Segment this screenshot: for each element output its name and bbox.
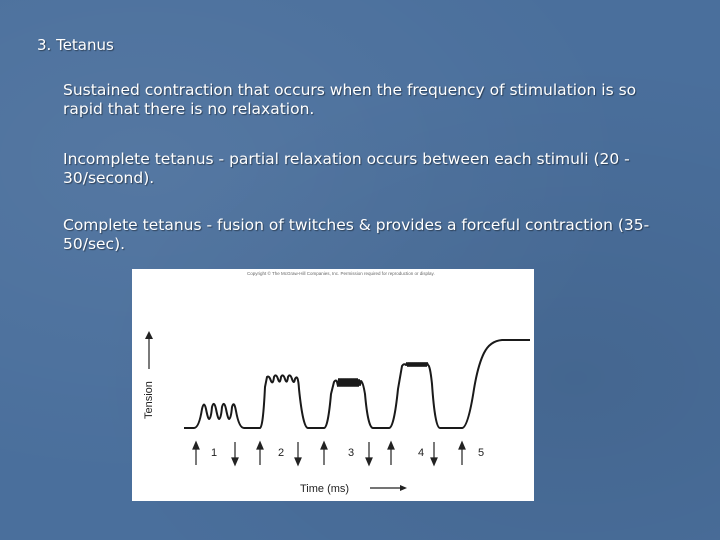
y-axis-label: Tension bbox=[143, 381, 155, 419]
tension-trace bbox=[184, 340, 530, 428]
paragraph-complete-tetanus: Complete tetanus - fusion of twitches & provides a forceful contraction (35-50/sec). bbox=[63, 216, 650, 253]
phase-label-1: 1 bbox=[211, 447, 218, 459]
phase-label-2: 2 bbox=[278, 447, 285, 459]
phase-label-5: 5 bbox=[478, 447, 485, 459]
copyright-notice: Copyright © The McGraw-Hill Companies, Inc. Permission required for reproduction or display. bbox=[247, 271, 435, 276]
x-axis-label: Time (ms) bbox=[300, 483, 350, 495]
slide-heading: 3. Tetanus bbox=[37, 36, 114, 54]
phase-label-4: 4 bbox=[418, 447, 425, 459]
stimulus-arrows-down bbox=[232, 442, 437, 465]
x-axis-arrow bbox=[370, 485, 407, 491]
tetanus-figure bbox=[132, 269, 534, 501]
paragraph-incomplete-tetanus: Incomplete tetanus - partial relaxation occurs between each stimuli (20 - 30/second). bbox=[63, 150, 630, 187]
phase-label-3: 3 bbox=[348, 447, 355, 459]
tetanus-diagram bbox=[132, 269, 534, 501]
paragraph-tetanus-definition: Sustained contraction that occurs when the frequency of stimulation is so rapid that there is no relaxation. bbox=[63, 81, 637, 118]
y-axis-arrow bbox=[145, 331, 153, 369]
